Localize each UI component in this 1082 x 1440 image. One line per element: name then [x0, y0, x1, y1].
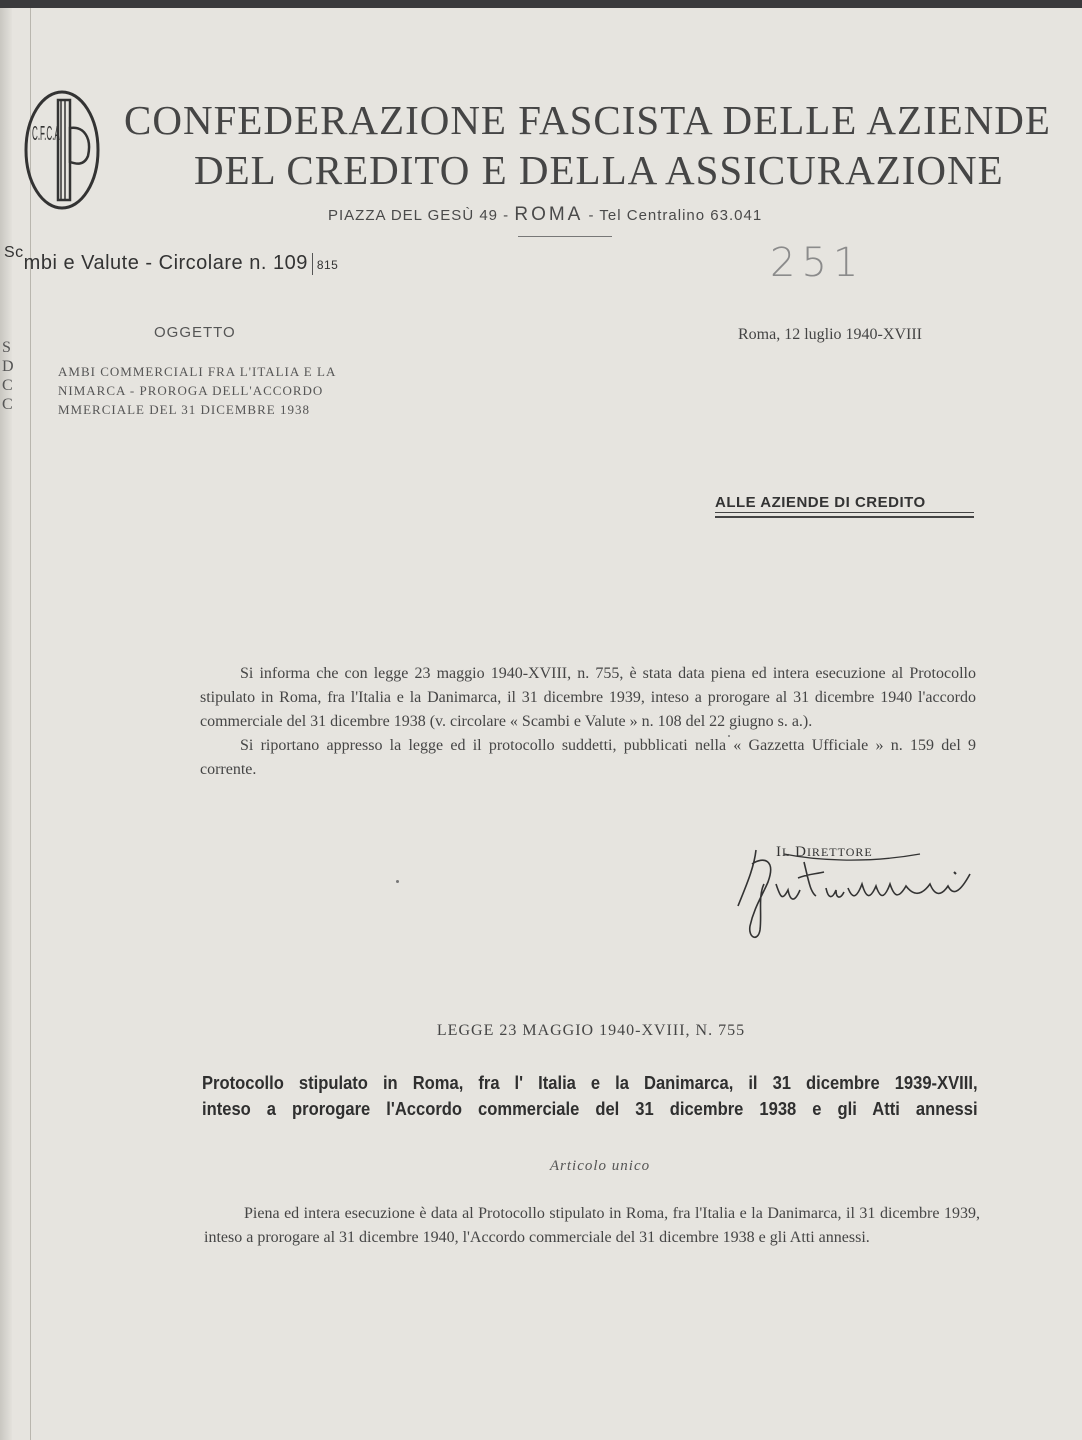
- recipient-underline: [715, 512, 974, 513]
- handwritten-signature: [724, 834, 994, 950]
- subject-line: NIMARCA - PROROGA DELL'ACCORDO: [58, 383, 324, 398]
- letterhead-address: [328, 204, 762, 226]
- circular-sub-number: 815: [316, 258, 339, 272]
- handwritten-page-number: 251: [770, 240, 865, 286]
- binding-edge: [0, 8, 12, 1440]
- circular-series-prefix: Sc: [4, 244, 24, 261]
- circular-series: mbi e Valute - Circolare n. 109: [23, 252, 308, 274]
- recipient-underline-thick: [715, 516, 974, 518]
- address-phone: - Tel Centralino 63.041: [583, 207, 763, 224]
- edge-letter: S: [2, 339, 11, 356]
- document-page: [0, 8, 1082, 1440]
- article-text: Piena ed intera esecuzione è data al Protocollo stipulato in Roma, fra l'Italia e la Danimarca, il 31 dicembre 1939, inteso a prorogare al 31 dicembre 1940, l'Accordo commerciale del 31 dicembre 1938 e gli Atti annessi.: [204, 1205, 980, 1246]
- address-city: ROMA: [514, 204, 584, 225]
- law-title: LEGGE 23 MAGGIO 1940-XVIII, N. 755: [436, 1022, 746, 1039]
- article-label: Articolo unico: [549, 1158, 651, 1174]
- binding-line: [30, 8, 31, 1440]
- law-body: [204, 1202, 980, 1250]
- paper-speck: [396, 880, 399, 883]
- subject-label: OGGETTO: [154, 324, 236, 341]
- title-rest: L: [782, 845, 791, 859]
- edge-letter: C: [2, 396, 13, 413]
- subject-line: AMBI COMMERCIALI FRA L'ITALIA E LA: [58, 364, 337, 379]
- logo-lettering: C.F.C.A.: [32, 123, 62, 145]
- letter-body: [200, 662, 976, 782]
- circular-reference: [4, 244, 339, 275]
- subject-text: [28, 362, 428, 419]
- protocol-heading: [202, 1070, 978, 1122]
- subject-line: MMERCIALE DEL 31 DICEMBRE 1938: [58, 402, 310, 417]
- address-divider: [518, 236, 612, 237]
- recipient: ALLE AZIENDE DI CREDITO: [715, 494, 926, 511]
- title-word-initial: D: [795, 844, 807, 860]
- org-name-line1: CONFEDERAZIONE FASCISTA DELLE AZIENDE: [124, 97, 1051, 143]
- body-paragraph-1: Si informa che con legge 23 maggio 1940-XVIII, n. 755, è stata data piena ed intera esecuzione al Protocollo stipulato in Roma, fra l'Italia e la Danimarca, il 31 dicembre 1939, inteso a prorogare al 31 dicembre 1940 l'accordo commerciale del 31 dicembre 1938 (v. circolare « Scambi e Valute » n. 108 del 22 giugno s. a.).: [200, 665, 976, 730]
- title-initial: I: [776, 844, 782, 860]
- title-word-rest: IRETTORE: [806, 845, 873, 859]
- subject-edge-letters: [2, 338, 14, 414]
- confederation-logo-icon: [18, 86, 102, 214]
- letter-date: Roma, 12 luglio 1940-XVIII: [738, 326, 922, 343]
- protocol-heading-line1: Protocollo stipulato in Roma, fra l' Italia e la Danimarca, il 31 dicembre 1939-XVIII,: [202, 1073, 978, 1093]
- number-separator: [312, 253, 313, 275]
- body-paragraph-2: Si riportano appresso la legge ed il protocollo suddetti, pubblicati nella « Gazzetta Ufficiale » n. 159 del 9 corrente.: [200, 737, 976, 778]
- address-street: PIAZZA DEL GESÙ 49 -: [328, 207, 515, 224]
- edge-letter: C: [2, 377, 13, 394]
- org-name-line2: DEL CREDITO E DELLA ASSICURAZIONE: [194, 147, 1004, 193]
- protocol-heading-line2: inteso a prorogare l'Accordo commerciale del 31 dicembre 1938 e gli Atti annessi: [202, 1099, 978, 1119]
- edge-letter: D: [2, 358, 14, 375]
- paper-speck: [728, 735, 730, 737]
